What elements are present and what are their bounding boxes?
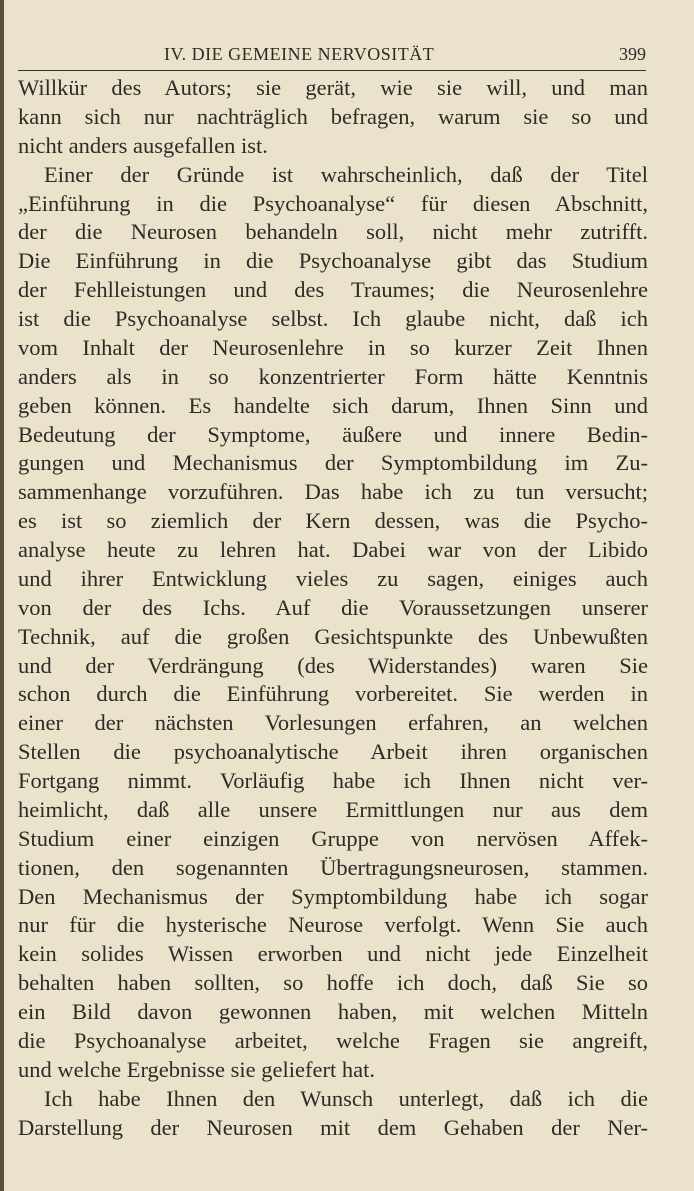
text-line: behalten haben sollten, so hoffe ich doch, daß Sie so [18, 970, 648, 996]
text-line: tionen, den sogenannten Übertragungsneurosen, stammen. [18, 854, 648, 880]
text-line: Einer der Gründe ist wahrscheinlich, daß der Titel [44, 161, 648, 187]
text-line: der Fehlleistungen und des Traumes; die Neurosenlehre [18, 277, 648, 303]
page-number: 399 [619, 44, 646, 64]
text-line: die Psychoanalyse arbeitet, welche Fragen sie angreift, [18, 1027, 648, 1053]
text-line: nicht anders ausgefallen ist. [18, 132, 268, 158]
text-line: der die Neurosen behandeln soll, nicht mehr zutrifft. [18, 219, 648, 245]
text-line: heimlicht, daß alle unsere Ermittlungen nur aus dem [18, 796, 648, 822]
text-line: Den Mechanismus der Symptombildung habe ich sogar [18, 883, 648, 909]
page-spine-edge [0, 0, 4, 1191]
text-line: und ihrer Entwicklung vieles zu sagen, einiges auch [18, 565, 648, 591]
text-line: analyse heute zu lehren hat. Dabei war von der Libido [18, 537, 648, 562]
text-line: ist die Psychoanalyse selbst. Ich glaube nicht, daß ich [18, 306, 648, 331]
text-line: Die Einführung in die Psychoanalyse gibt das Studium [18, 248, 648, 274]
text-line: Fortgang nimmt. Vorläufig habe ich Ihnen nicht ver- [18, 768, 648, 793]
text-line: und der Verdrängung (des Widerstandes) waren Sie [18, 652, 648, 678]
text-line: kein solides Wissen erworben und nicht jede Einzelheit [18, 941, 648, 967]
text-line: schon durch die Einführung vorbereitet. Sie werden in [18, 681, 648, 707]
text-line: einer der nächsten Vorlesungen erfahren, an welchen [18, 710, 648, 736]
text-line: sammenhange vorzuführen. Das habe ich zu tun versucht; [18, 479, 648, 505]
text-line: Ich habe Ihnen den Wunsch unterlegt, daß ich die [44, 1085, 648, 1111]
body-text [18, 74, 648, 1142]
text-line: Stellen die psychoanalytische Arbeit ihren organischen [18, 739, 648, 765]
header-rule [18, 70, 646, 71]
text-line: „Einführung in die Psychoanalyse“ für diesen Abschnitt, [18, 190, 648, 216]
text-line: Bedeutung der Symptome, äußere und innere Bedin- [18, 421, 648, 447]
text-line: Technik, auf die großen Gesichtspunkte des Unbewußten [18, 623, 648, 649]
text-line: von der des Ichs. Auf die Voraussetzungen unserer [18, 594, 648, 620]
text-line: nur für die hysterische Neurose verfolgt. Wenn Sie auch [18, 912, 648, 938]
text-line: geben können. Es handelte sich darum, Ihnen Sinn und [18, 392, 648, 418]
text-line: Willkür des Autors; sie gerät, wie sie will, und man [18, 75, 648, 100]
text-line: kann sich nur nachträglich befragen, warum sie so und [18, 103, 648, 129]
text-line: Studium einer einzigen Gruppe von nervösen Affek- [18, 825, 648, 851]
text-line: vom Inhalt der Neurosenlehre in so kurzer Zeit Ihnen [18, 334, 648, 360]
page-header [164, 42, 650, 70]
text-line: gungen und Mechanismus der Symptombildung im Zu- [18, 450, 648, 476]
text-line: Darstellung der Neurosen mit dem Gehaben der Ner- [18, 1114, 648, 1140]
text-line: es ist so ziemlich der Kern dessen, was die Psycho- [18, 508, 648, 534]
text-line: anders als in so konzentrierter Form hätte Kenntnis [18, 363, 648, 389]
running-title: IV. DIE GEMEINE NERVOSITÄT [164, 44, 435, 64]
text-line: ein Bild davon gewonnen haben, mit welchen Mitteln [18, 999, 648, 1024]
text-line: und welche Ergebnisse sie geliefert hat. [18, 1056, 375, 1082]
